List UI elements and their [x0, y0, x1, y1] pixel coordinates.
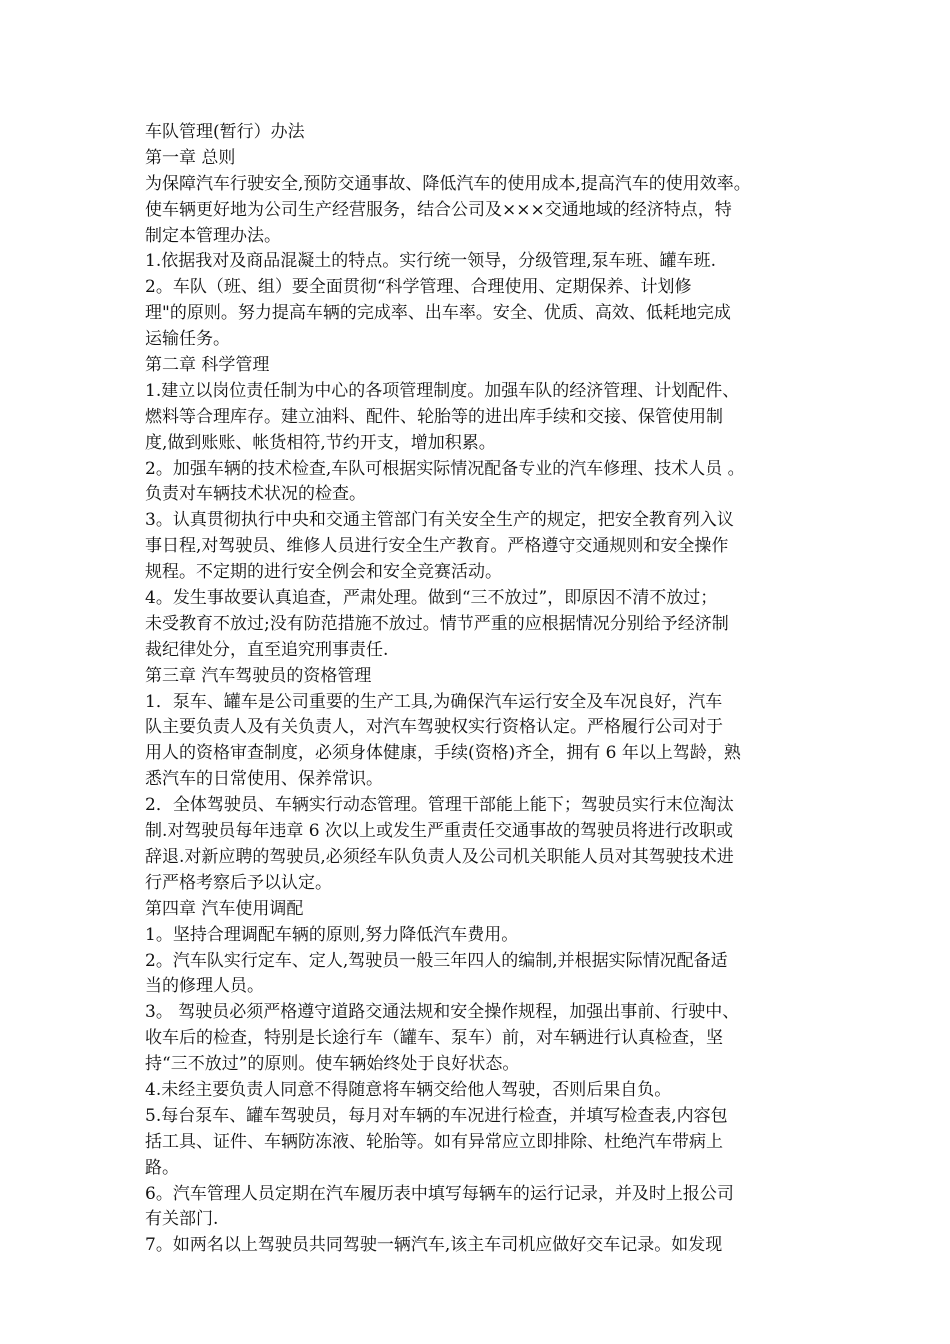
chapter-heading: 第一章 总则: [145, 147, 236, 168]
text-line: 为保障汽车行驶安全,预防交通事故、降低汽车的使用成本,提高汽车的使用效率。: [145, 173, 751, 194]
text-line: 5.每台泵车、罐车驾驶员，每月对车辆的车况进行检查，并填写检查表,内容包: [145, 1105, 728, 1126]
text-line: 括工具、证件、车辆防冻液、轮胎等。如有异常应立即排除、杜绝汽车带病上: [145, 1131, 723, 1152]
text-line: 制.对驾驶员每年违章 6 次以上或发生严重责任交通事故的驾驶员将进行改职或: [145, 821, 734, 842]
text-line: 当的修理人员。: [145, 976, 264, 997]
text-line: 规程。不定期的进行安全例会和安全竞赛活动。: [145, 562, 502, 583]
text-line: 2。车队（班、组）要全面贯彻“科学管理、合理使用、定期保养、计划修: [145, 277, 692, 298]
text-line: 7。如两名以上驾驶员共同驾驶一辆汽车,该主车司机应做好交车记录。如发现: [145, 1235, 723, 1256]
text-line: 悉汽车的日常使用、保养常识。: [145, 769, 383, 790]
text-line: 有关部门.: [145, 1209, 219, 1230]
text-line: 理"的原则。努力提高车辆的完成率、出车率。安全、优质、高效、低耗地完成: [145, 303, 731, 324]
text-line: 2．全体驾驶员、车辆实行动态管理。管理干部能上能下；驾驶员实行末位淘汰: [145, 795, 734, 816]
chapter-heading: 第四章 汽车使用调配: [145, 898, 304, 919]
text-line: 1。坚持合理调配车辆的原则,努力降低汽车费用。: [145, 924, 519, 945]
text-line: 用人的资格审查制度，必须身体健康，手续(资格)齐全，拥有 6 年以上驾龄，熟: [145, 743, 741, 764]
text-line: 2。加强车辆的技术检查,车队可根据实际情况配备专业的汽车修理、技术人员 。: [145, 458, 745, 479]
text-line: 裁纪律处分，直至追究刑事责任.: [145, 639, 389, 660]
text-line: 1.建立以岗位责任制为中心的各项管理制度。加强车队的经济管理、计划配件、: [145, 380, 740, 401]
text-line: 6。汽车管理人员定期在汽车履历表中填写每辆车的运行记录，并及时上报公司: [145, 1183, 734, 1204]
document-body: [145, 120, 813, 1259]
text-line: 辞退.对新应聘的驾驶员,必须经车队负责人及公司机关职能人员对其驾驶技术进: [145, 846, 734, 867]
text-line: 负责对车辆技术状况的检查。: [145, 484, 366, 505]
text-line: 运输任务。: [145, 329, 230, 350]
text-line: 路。: [145, 1157, 179, 1178]
text-line: 持“三不放过”的原则。使车辆始终处于良好状态。: [145, 1054, 520, 1075]
chapter-heading: 第三章 汽车驾驶员的资格管理: [145, 665, 372, 686]
text-line: 事日程,对驾驶员、维修人员进行安全生产教育。严格遵守交通规则和安全操作: [145, 536, 729, 557]
text-line: 未受教育不放过;没有防范措施不放过。情节严重的应根据情况分别给予经济制: [145, 613, 729, 634]
text-line: 4。发生事故要认真追查，严肃处理。做到“三不放过”，即原因不清不放过；: [145, 588, 718, 609]
document-title: 车队管理(暂行）办法: [145, 122, 305, 142]
text-line: 4.未经主要负责人同意不得随意将车辆交给他人驾驶，否则后果自负。: [145, 1079, 672, 1100]
text-line: 收车后的检查，特别是长途行车（罐车、泵车）前，对车辆进行认真检查，坚: [145, 1028, 723, 1049]
text-line: 队主要负责人及有关负责人，对汽车驾驶权实行资格认定。严格履行公司对于: [145, 717, 723, 738]
text-line: 燃料等合理库存。建立油料、配件、轮胎等的进出库手续和交接、保管使用制: [145, 406, 723, 427]
text-line: 行严格考察后予以认定。: [145, 872, 332, 893]
chapter-heading: 第二章 科学管理: [145, 355, 270, 376]
text-line: 3。认真贯彻执行中央和交通主管部门有关安全生产的规定，把安全教育列入议: [145, 510, 734, 531]
text-line: 2。汽车队实行定车、定人,驾驶员一般三年四人的编制,并根据实际情况配备适: [145, 950, 728, 971]
text-line: 制定本管理办法。: [145, 225, 281, 246]
text-line: 使车辆更好地为公司生产经营服务，结合公司及×××交通地域的经济特点，特: [145, 199, 732, 220]
text-line: 度,做到账账、帐货相符,节约开支，增加积累。: [145, 432, 496, 453]
text-line: 1.依据我对及商品混凝土的特点。实行统一领导，分级管理,泵车班、罐车班.: [145, 251, 717, 272]
text-line: 1．泵车、罐车是公司重要的生产工具,为确保汽车运行安全及车况良好，汽车: [145, 691, 723, 712]
text-line: 3。 驾驶员必须严格遵守道路交通法规和安全操作规程，加强出事前、行驶中、: [145, 1002, 740, 1023]
